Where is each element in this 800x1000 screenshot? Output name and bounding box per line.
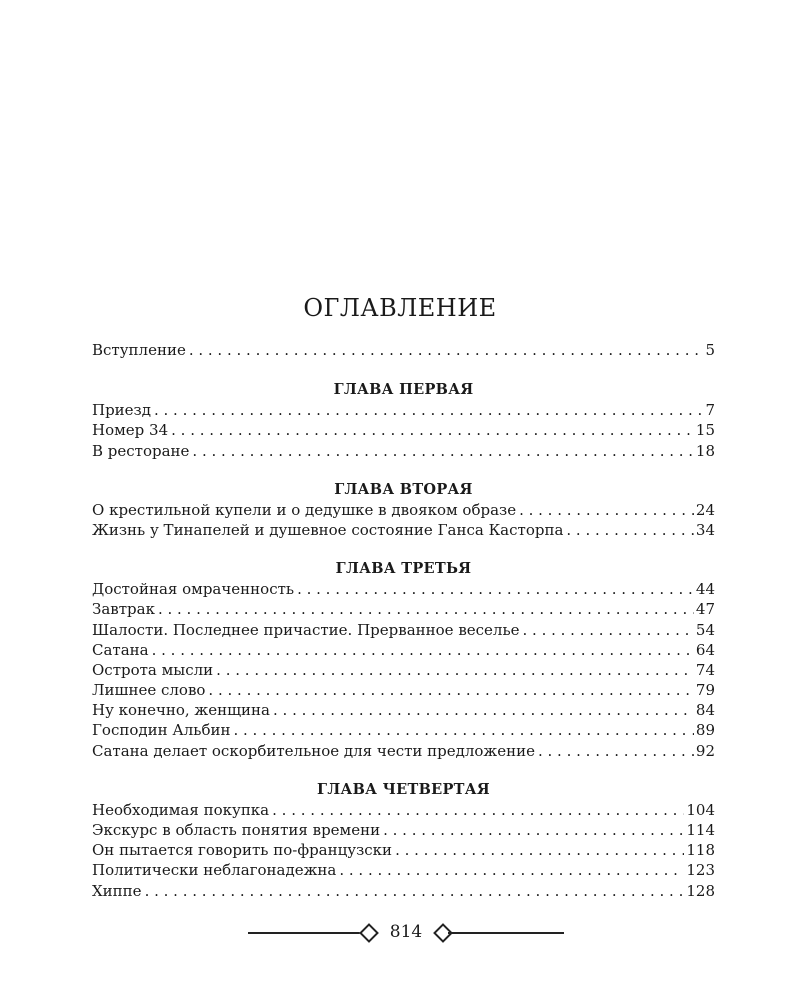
toc-entry <box>92 599 715 619</box>
entry-title: Сатана делает оскорбительное для чести предложение <box>92 741 535 760</box>
dot-leader <box>189 340 704 360</box>
toc-entry <box>92 640 715 660</box>
entry-title: Необходимая покупка <box>92 800 270 819</box>
entry-page: 118 <box>686 841 715 860</box>
entry-page: 123 <box>686 861 715 880</box>
toc-entry <box>92 620 715 640</box>
toc-entry <box>92 800 715 820</box>
dot-leader <box>145 881 685 901</box>
footer-rule-right <box>448 932 564 934</box>
toc-entry-intro <box>92 340 715 360</box>
entry-title: О крестильной купели и о дедушке в двояком образе <box>92 500 517 519</box>
entry-title: Хиппе <box>92 881 142 900</box>
toc-entry <box>92 400 715 420</box>
entry-title: Жизнь у Тинапелей и душевное состояние Ганса Касторпа <box>92 520 564 539</box>
dot-leader <box>523 620 694 640</box>
dot-leader <box>395 840 684 860</box>
dot-leader <box>519 500 694 520</box>
toc-entry <box>92 860 715 880</box>
entry-page: 64 <box>695 640 715 659</box>
toc-entry <box>92 520 715 540</box>
toc-entry <box>92 700 715 720</box>
toc-entry <box>92 680 715 700</box>
chapter-heading-2: ГЛАВА ВТОРАЯ <box>334 480 473 498</box>
toc-entry <box>92 741 715 761</box>
chapter-heading-4: ГЛАВА ЧЕТВЕРТАЯ <box>317 780 490 798</box>
entry-page: 54 <box>695 620 715 639</box>
table-of-contents <box>92 340 715 901</box>
entry-title: Экскурс в область понятия времени <box>92 821 381 839</box>
toc-entry <box>92 720 715 740</box>
entry-page: 15 <box>695 421 715 440</box>
entry-page: 18 <box>695 441 715 460</box>
entry-title: Вступление <box>92 341 186 359</box>
toc-entry <box>92 840 715 860</box>
page-title: ОГЛАВЛЕНИЕ <box>303 294 497 323</box>
dot-leader <box>383 820 684 840</box>
entry-page: 24 <box>695 500 715 519</box>
entry-title: Ну конечно, женщина <box>92 701 270 720</box>
entry-page: 74 <box>695 660 715 679</box>
dot-leader <box>192 441 693 461</box>
dot-leader <box>339 860 684 880</box>
dot-leader <box>297 579 694 599</box>
entry-page: 44 <box>695 580 715 599</box>
toc-entry <box>92 820 715 840</box>
dot-leader <box>566 520 694 540</box>
entry-title: Острота мысли <box>92 660 214 679</box>
entry-page: 34 <box>695 520 715 539</box>
toc-entry <box>92 660 715 680</box>
entry-title: Он пытается говорить по-французски <box>92 841 393 860</box>
dot-leader <box>233 720 693 740</box>
entry-page: 104 <box>686 800 715 819</box>
entry-page: 114 <box>686 821 715 839</box>
dot-leader <box>538 741 694 761</box>
entry-page: 79 <box>695 681 715 700</box>
toc-entry <box>92 420 715 440</box>
toc-entry <box>92 579 715 599</box>
chapter-heading-3: ГЛАВА ТРЕТЬЯ <box>335 560 472 578</box>
entry-page: 47 <box>695 600 715 619</box>
toc-entry <box>92 500 715 520</box>
page-number: 814 <box>389 922 423 942</box>
dot-leader <box>272 800 684 820</box>
entry-title: Лишнее слово <box>92 681 206 700</box>
entry-page: 7 <box>705 401 715 420</box>
entry-title: Сатана <box>92 640 149 659</box>
dot-leader <box>152 640 694 660</box>
chapter-heading-1: ГЛАВА ПЕРВАЯ <box>333 381 474 399</box>
entry-page: 84 <box>695 701 715 720</box>
toc-entry <box>92 441 715 461</box>
entry-title: Шалости. Последнее причастие. Прерванное веселье <box>92 620 520 639</box>
dot-leader <box>158 599 694 619</box>
entry-title: Приезд <box>92 401 151 420</box>
page-footer <box>248 918 564 948</box>
toc-entry <box>92 881 715 901</box>
dot-leader <box>216 660 694 680</box>
dot-leader <box>273 700 694 720</box>
entry-page: 89 <box>695 721 715 740</box>
entry-title: Господин Альбин <box>92 721 231 740</box>
entry-page: 128 <box>686 881 715 900</box>
entry-title: Достойная омраченность <box>92 580 295 599</box>
entry-page: 92 <box>695 741 715 760</box>
entry-title: Номер 34 <box>92 421 169 440</box>
dot-leader <box>171 420 694 440</box>
entry-title: В ресторане <box>92 441 190 460</box>
dot-leader <box>208 680 693 700</box>
entry-title: Политически неблагонадежна <box>92 861 337 880</box>
entry-title: Завтрак <box>92 600 155 619</box>
entry-page: 5 <box>705 341 715 359</box>
dot-leader <box>154 400 703 420</box>
